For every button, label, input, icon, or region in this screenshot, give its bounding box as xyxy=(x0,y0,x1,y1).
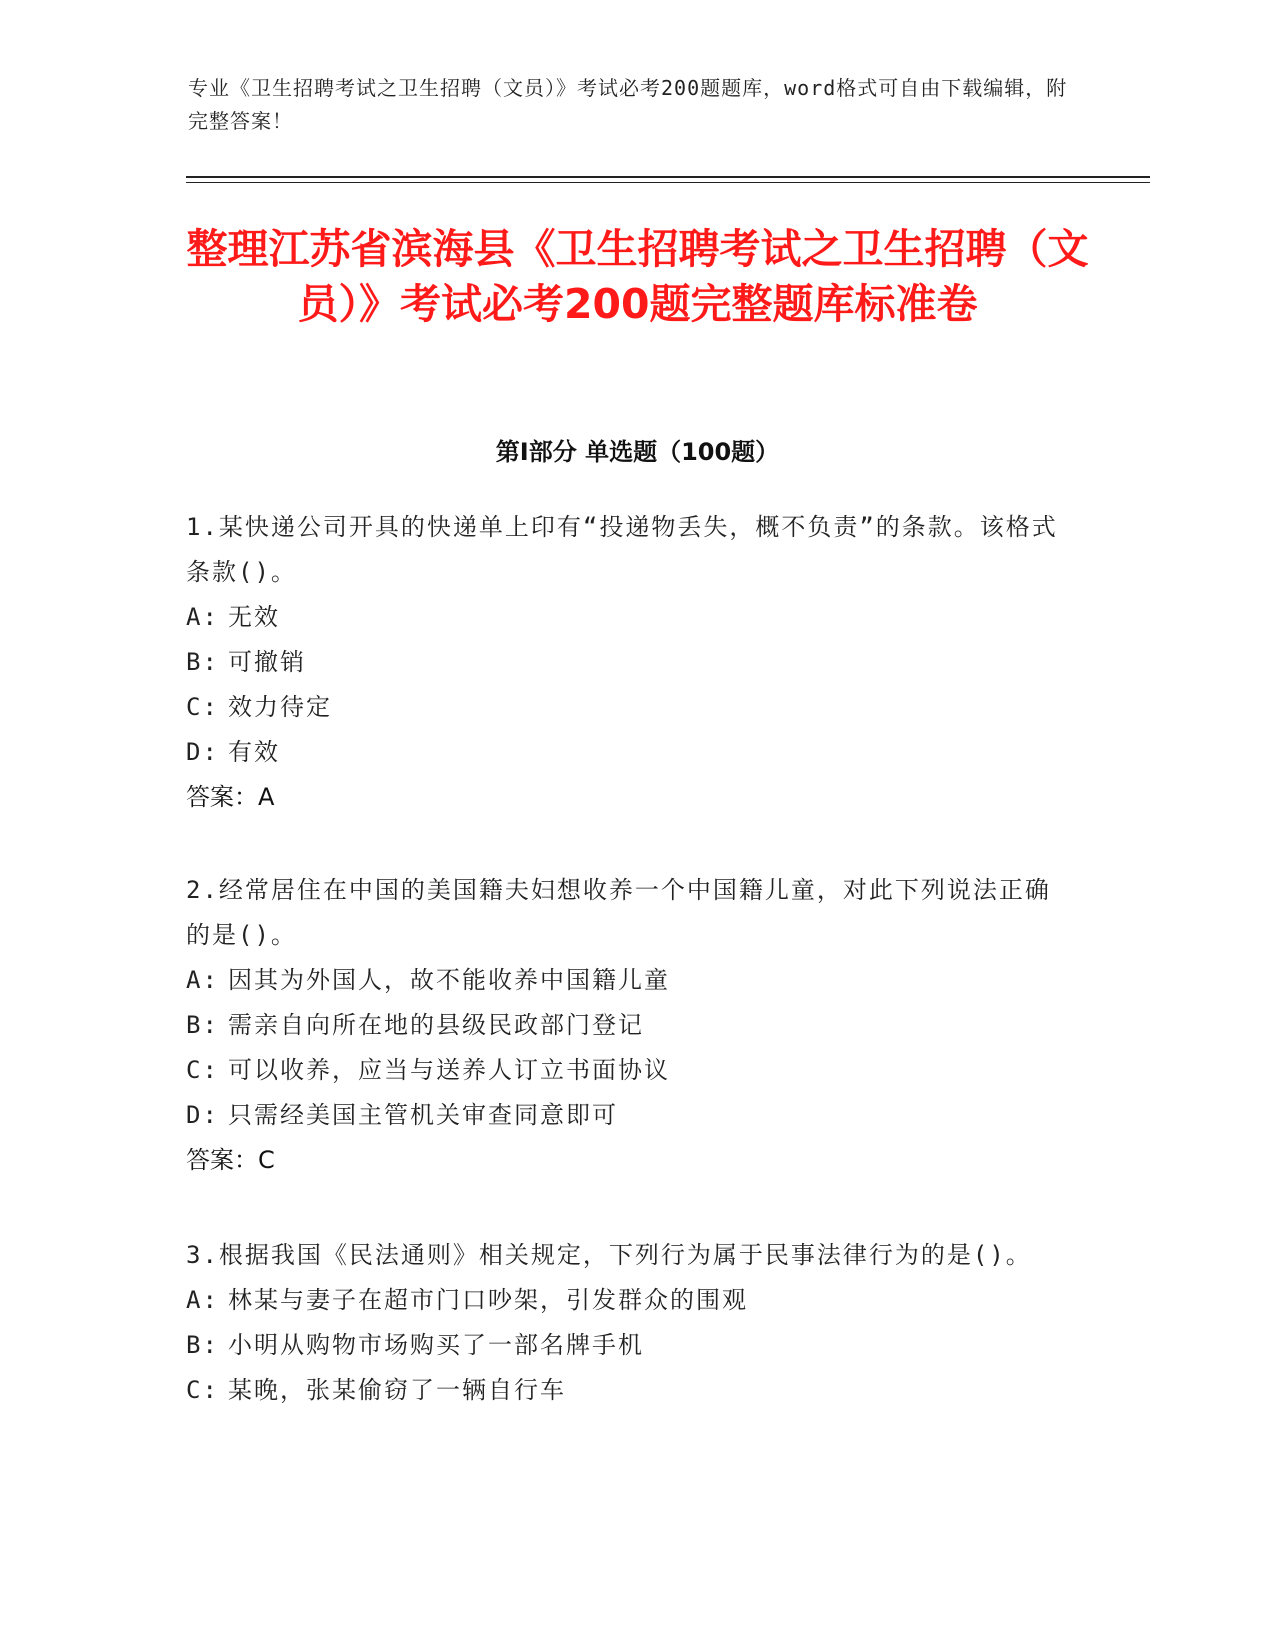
header-divider-thick xyxy=(186,176,1150,178)
option-text: 只需经美国主管机关审查同意即可 xyxy=(228,1101,618,1129)
option-text: 有效 xyxy=(228,738,280,766)
question-text: 3.根据我国《民法通则》相关规定，下列行为属于民事法律行为的是()。 xyxy=(186,1241,1032,1269)
option-c xyxy=(186,685,1066,730)
question-text: 1.某快递公司开具的快递单上印有“投递物丢失，概不负责”的条款。该格式条款()。 xyxy=(186,513,1058,586)
option-b xyxy=(186,640,1066,685)
option-c xyxy=(186,1048,1066,1093)
option-a xyxy=(186,1278,1066,1323)
option-letter: A: xyxy=(186,1286,219,1314)
option-text: 某晚，张某偷窃了一辆自行车 xyxy=(228,1376,566,1404)
option-letter: B: xyxy=(186,1331,219,1359)
document-title: 整理江苏省滨海县《卫生招聘考试之卫生招聘（文员）》考试必考200题完整题库标准卷 xyxy=(186,225,1089,328)
option-b xyxy=(186,1323,1066,1368)
option-b xyxy=(186,1003,1066,1048)
option-text: 因其为外国人，故不能收养中国籍儿童 xyxy=(228,966,670,994)
header-divider-thin xyxy=(186,182,1150,183)
option-text: 可以收养，应当与送养人订立书面协议 xyxy=(228,1056,670,1084)
option-d xyxy=(186,1093,1066,1138)
option-text: 小明从购物市场购买了一部名牌手机 xyxy=(228,1331,644,1359)
question-1 xyxy=(186,505,1066,820)
option-letter: B: xyxy=(186,1011,219,1039)
option-text: 可撤销 xyxy=(228,648,306,676)
option-text: 需亲自向所在地的县级民政部门登记 xyxy=(228,1011,644,1039)
question-2 xyxy=(186,868,1066,1183)
option-d xyxy=(186,730,1066,775)
option-letter: B: xyxy=(186,648,219,676)
section-heading: 第Ⅰ部分 单选题（100题） xyxy=(495,438,780,466)
header-note: 专业《卫生招聘考试之卫生招聘（文员）》考试必考200题题库，word格式可自由下载编辑，附完整答案！ xyxy=(188,76,1068,133)
answer-line: 答案：A xyxy=(186,783,275,811)
option-text: 林某与妻子在超市门口吵架，引发群众的围观 xyxy=(228,1286,748,1314)
option-letter: D: xyxy=(186,1101,219,1129)
question-3 xyxy=(186,1233,1066,1413)
option-a xyxy=(186,958,1066,1003)
option-text: 效力待定 xyxy=(228,693,332,721)
option-c xyxy=(186,1368,1066,1413)
option-letter: A: xyxy=(186,603,219,631)
option-letter: C: xyxy=(186,1056,219,1084)
question-text: 2.经常居住在中国的美国籍夫妇想收养一个中国籍儿童，对此下列说法正确的是()。 xyxy=(186,876,1051,949)
answer-line: 答案：C xyxy=(186,1146,275,1174)
option-a xyxy=(186,595,1066,640)
option-letter: A: xyxy=(186,966,219,994)
option-text: 无效 xyxy=(228,603,280,631)
option-letter: C: xyxy=(186,693,219,721)
option-letter: C: xyxy=(186,1376,219,1404)
option-letter: D: xyxy=(186,738,219,766)
